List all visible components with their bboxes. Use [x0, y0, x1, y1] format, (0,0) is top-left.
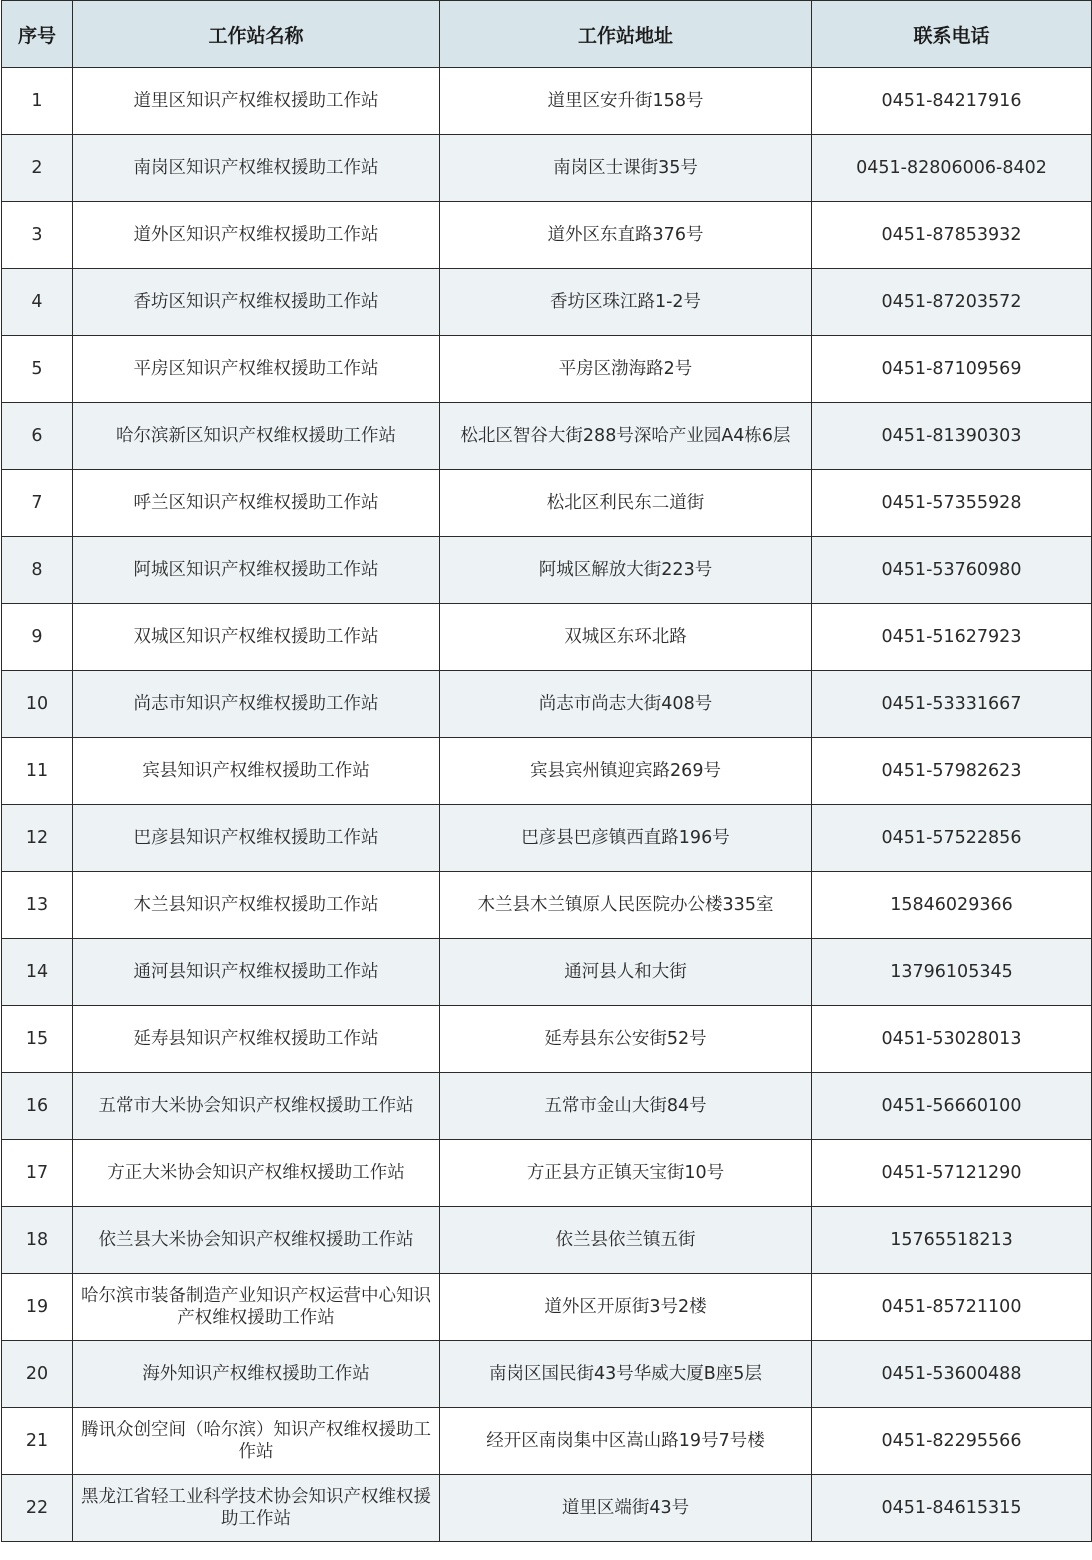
- cell-address: 松北区利民东二道街: [440, 470, 812, 537]
- cell-phone: 0451-56660100: [812, 1073, 1092, 1140]
- cell-name: 阿城区知识产权维权援助工作站: [73, 537, 440, 604]
- cell-index: 10: [2, 671, 73, 738]
- header-address: 工作站地址: [440, 1, 812, 68]
- table-row: [2, 671, 1092, 738]
- header-phone: 联系电话: [812, 1, 1092, 68]
- cell-phone: 0451-51627923: [812, 604, 1092, 671]
- cell-index: 12: [2, 805, 73, 872]
- table-row: [2, 1207, 1092, 1274]
- cell-name: 巴彦县知识产权维权援助工作站: [73, 805, 440, 872]
- table-row: [2, 1341, 1092, 1408]
- table-row: [2, 1140, 1092, 1207]
- cell-name: 双城区知识产权维权援助工作站: [73, 604, 440, 671]
- table-row: [2, 202, 1092, 269]
- cell-phone: 0451-82295566: [812, 1408, 1092, 1475]
- cell-address: 道里区安升街158号: [440, 68, 812, 135]
- cell-phone: 0451-82806006-8402: [812, 135, 1092, 202]
- cell-phone: 0451-84615315: [812, 1475, 1092, 1542]
- cell-name: 五常市大米协会知识产权维权援助工作站: [73, 1073, 440, 1140]
- table-row: [2, 872, 1092, 939]
- cell-index: 20: [2, 1341, 73, 1408]
- cell-address: 南岗区国民街43号华威大厦B座5层: [440, 1341, 812, 1408]
- table-row: [2, 1475, 1092, 1542]
- table-row: [2, 336, 1092, 403]
- table-row: [2, 939, 1092, 1006]
- cell-phone: 0451-84217916: [812, 68, 1092, 135]
- cell-index: 17: [2, 1140, 73, 1207]
- cell-name: 黑龙江省轻工业科学技术协会知识产权维权援助工作站: [73, 1475, 440, 1542]
- cell-index: 5: [2, 336, 73, 403]
- header-row: [2, 1, 1092, 68]
- cell-name: 海外知识产权维权援助工作站: [73, 1341, 440, 1408]
- cell-phone: 0451-53760980: [812, 537, 1092, 604]
- cell-index: 11: [2, 738, 73, 805]
- table-row: [2, 269, 1092, 336]
- cell-phone: 15765518213: [812, 1207, 1092, 1274]
- cell-index: 13: [2, 872, 73, 939]
- cell-index: 19: [2, 1274, 73, 1341]
- cell-phone: 0451-57982623: [812, 738, 1092, 805]
- cell-name: 呼兰区知识产权维权援助工作站: [73, 470, 440, 537]
- table-row: [2, 403, 1092, 470]
- table-body: [2, 68, 1092, 1542]
- table-row: [2, 135, 1092, 202]
- cell-index: 4: [2, 269, 73, 336]
- cell-name: 木兰县知识产权维权援助工作站: [73, 872, 440, 939]
- cell-phone: 0451-87203572: [812, 269, 1092, 336]
- cell-address: 方正县方正镇天宝街10号: [440, 1140, 812, 1207]
- table-row: [2, 604, 1092, 671]
- cell-phone: 0451-53028013: [812, 1006, 1092, 1073]
- table-row: [2, 805, 1092, 872]
- cell-address: 平房区渤海路2号: [440, 336, 812, 403]
- cell-phone: 0451-57522856: [812, 805, 1092, 872]
- cell-phone: 13796105345: [812, 939, 1092, 1006]
- cell-address: 宾县宾州镇迎宾路269号: [440, 738, 812, 805]
- table-row: [2, 1408, 1092, 1475]
- cell-name: 哈尔滨新区知识产权维权援助工作站: [73, 403, 440, 470]
- cell-address: 阿城区解放大街223号: [440, 537, 812, 604]
- cell-name: 香坊区知识产权维权援助工作站: [73, 269, 440, 336]
- cell-phone: 0451-57121290: [812, 1140, 1092, 1207]
- cell-name: 哈尔滨市装备制造产业知识产权运营中心知识产权维权援助工作站: [73, 1274, 440, 1341]
- cell-address: 木兰县木兰镇原人民医院办公楼335室: [440, 872, 812, 939]
- cell-address: 松北区智谷大街288号深哈产业园A4栋6层: [440, 403, 812, 470]
- cell-index: 2: [2, 135, 73, 202]
- cell-address: 南岗区士课街35号: [440, 135, 812, 202]
- cell-address: 经开区南岗集中区嵩山路19号7号楼: [440, 1408, 812, 1475]
- cell-phone: 0451-53331667: [812, 671, 1092, 738]
- cell-index: 9: [2, 604, 73, 671]
- cell-address: 双城区东环北路: [440, 604, 812, 671]
- table-row: [2, 537, 1092, 604]
- table-row: [2, 1073, 1092, 1140]
- cell-index: 6: [2, 403, 73, 470]
- cell-name: 平房区知识产权维权援助工作站: [73, 336, 440, 403]
- cell-phone: 0451-85721100: [812, 1274, 1092, 1341]
- table-row: [2, 738, 1092, 805]
- cell-name: 通河县知识产权维权援助工作站: [73, 939, 440, 1006]
- cell-index: 18: [2, 1207, 73, 1274]
- table-row: [2, 470, 1092, 537]
- cell-index: 15: [2, 1006, 73, 1073]
- cell-index: 1: [2, 68, 73, 135]
- cell-name: 腾讯众创空间（哈尔滨）知识产权维权援助工作站: [73, 1408, 440, 1475]
- cell-index: 21: [2, 1408, 73, 1475]
- cell-address: 通河县人和大街: [440, 939, 812, 1006]
- cell-name: 道外区知识产权维权援助工作站: [73, 202, 440, 269]
- cell-address: 依兰县依兰镇五街: [440, 1207, 812, 1274]
- cell-address: 延寿县东公安街52号: [440, 1006, 812, 1073]
- cell-phone: 0451-57355928: [812, 470, 1092, 537]
- cell-address: 道外区东直路376号: [440, 202, 812, 269]
- cell-index: 16: [2, 1073, 73, 1140]
- cell-address: 尚志市尚志大街408号: [440, 671, 812, 738]
- header-index: 序号: [2, 1, 73, 68]
- cell-name: 尚志市知识产权维权援助工作站: [73, 671, 440, 738]
- cell-name: 南岗区知识产权维权援助工作站: [73, 135, 440, 202]
- cell-index: 3: [2, 202, 73, 269]
- cell-address: 巴彦县巴彦镇西直路196号: [440, 805, 812, 872]
- table-row: [2, 68, 1092, 135]
- cell-name: 方正大米协会知识产权维权援助工作站: [73, 1140, 440, 1207]
- header-name: 工作站名称: [73, 1, 440, 68]
- cell-phone: 15846029366: [812, 872, 1092, 939]
- table-row: [2, 1274, 1092, 1341]
- cell-index: 8: [2, 537, 73, 604]
- cell-index: 14: [2, 939, 73, 1006]
- cell-phone: 0451-87853932: [812, 202, 1092, 269]
- workstation-table: [1, 0, 1092, 1542]
- cell-phone: 0451-87109569: [812, 336, 1092, 403]
- cell-name: 宾县知识产权维权援助工作站: [73, 738, 440, 805]
- cell-address: 五常市金山大街84号: [440, 1073, 812, 1140]
- cell-phone: 0451-53600488: [812, 1341, 1092, 1408]
- cell-name: 依兰县大米协会知识产权维权援助工作站: [73, 1207, 440, 1274]
- cell-name: 延寿县知识产权维权援助工作站: [73, 1006, 440, 1073]
- cell-address: 道外区开原街3号2楼: [440, 1274, 812, 1341]
- cell-index: 7: [2, 470, 73, 537]
- cell-address: 香坊区珠江路1-2号: [440, 269, 812, 336]
- table-row: [2, 1006, 1092, 1073]
- cell-index: 22: [2, 1475, 73, 1542]
- cell-name: 道里区知识产权维权援助工作站: [73, 68, 440, 135]
- cell-phone: 0451-81390303: [812, 403, 1092, 470]
- cell-address: 道里区端街43号: [440, 1475, 812, 1542]
